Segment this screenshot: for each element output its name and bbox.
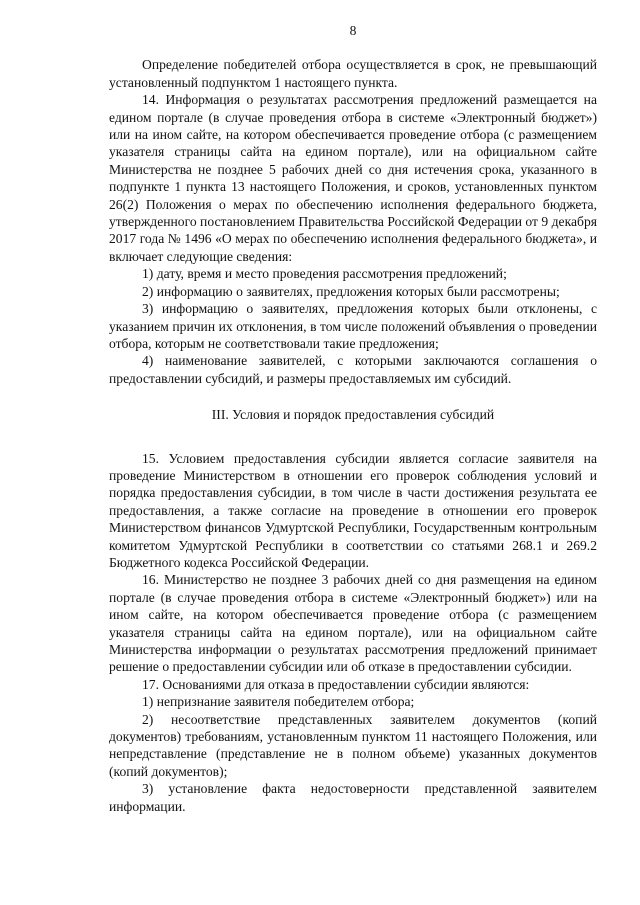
section-heading-iii: III. Условия и порядок предоставления субсидий [211,407,495,423]
page-number: 8 [349,23,357,38]
paragraph-17-refusal-grounds: 17. Основаниями для отказа в предоставлении субсидии являются: [142,676,530,692]
document-page [109,22,597,815]
paragraph-14-results-info: 14. Информация о результатах рассмотрения предложений размещается на едином портале (в случае проведения отбора в системе «Электронный бюджет») или на ином сайте, на котором обеспечивается проведение отбора (с размещением указателя страницы сайта на едином портале), или на официальном сайте Министерства не позднее 5 рабочих дней со дня истечения срока, указанного в подпункте 1 пункта 13 настоящего Положения, и сроков, установленных пунктом 26(2) Положения о мерах по обеспечению исполнения федерального бюджета, утвержденного постановлением Правительства Российской Федерации от 9 декабря 2017 года № 1496 «О мерах по обеспечению исполнения федерального бюджета», и включает следующие сведения: [109,92,597,264]
paragraph-winners-deadline: Определение победителей отбора осуществляется в срок, не превышающий установленный подпунктом 1 настоящего пункта. [109,57,597,90]
paragraph-15-condition: 15. Условием предоставления субсидии является согласие заявителя на проведение Министерством в отношении его проверок соблюдения условий и порядка предоставления субсидии, в том числе в части достижения результата ее предоставления, а также согласие на проведение в отношении его проверок Министерством финансов Удмуртской Республики, Государственным контрольным комитетом Удмуртской Республики в соответствии со статьями 268.1 и 269.2 Бюджетного кодекса Российской Федерации. [109,450,597,570]
list-item-17-1: 1) непризнание заявителя победителем отбора; [142,694,415,710]
list-item-14-3: 3) информацию о заявителях, предложения которых были отклонены, с указанием причин их отклонения, в том числе положений объявления о проведении отбора, которым не соответствовали такие предложения; [109,301,597,351]
paragraph-16-decision: 16. Министерство не позднее 3 рабочих дней со дня размещения на едином портале (в случае проведения отбора в системе «Электронный бюджет») или на ином сайте, на котором обеспечивается проведение отбора (с размещением указателя страницы сайта на едином портале), или на официальном сайте Министерства информации о результатах рассмотрения предложений принимает решение о предоставлении субсидии или об отказе в предоставлении субсидии. [109,572,597,675]
list-item-14-4: 4) наименование заявителей, с которыми заключаются соглашения о предоставлении субсидий, и размеры предоставляемых им субсидий. [109,353,597,386]
list-item-17-3: 3) установление факта недостоверности представленной заявителем информации. [109,781,597,814]
list-item-14-2: 2) информацию о заявителях, предложения которых были рассмотрены; [142,283,560,299]
list-item-14-1: 1) дату, время и место проведения рассмотрения предложений; [142,266,507,282]
list-item-17-2: 2) несоответствие представленных заявителем документов (копий документов) требованиям, установленным пунктом 11 настоящего Положения, или непредставление (представление не в полном объеме) указанных документов (копий документов); [109,711,597,779]
